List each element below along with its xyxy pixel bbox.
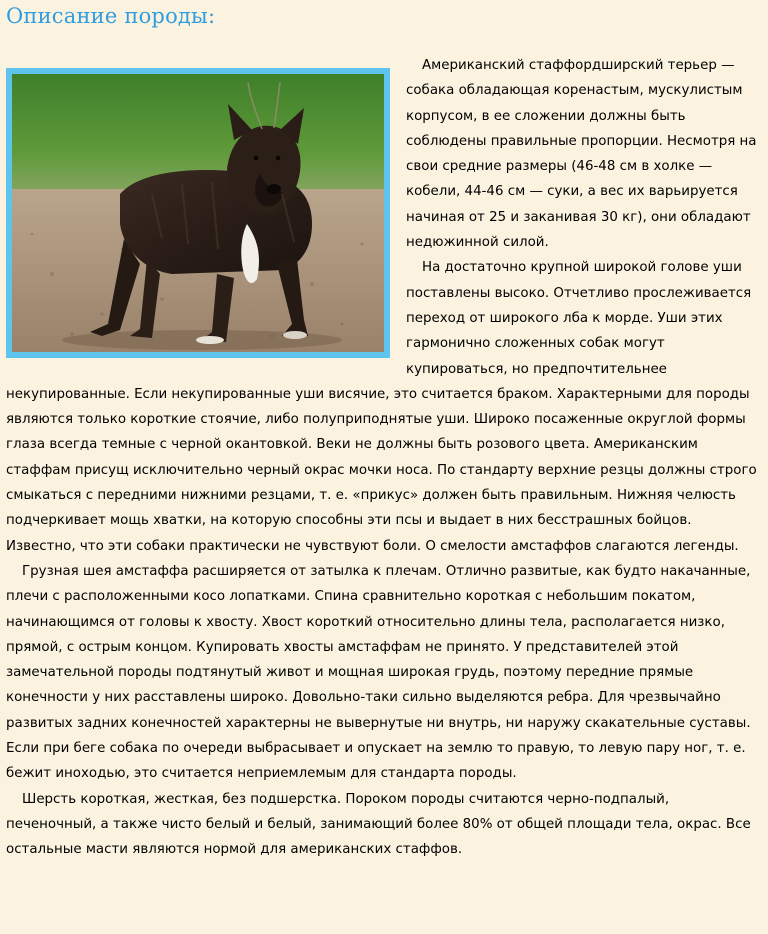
dog-photo-frame: [6, 68, 390, 358]
section-title: Описание породы:: [6, 4, 216, 28]
paragraph-body: Грузная шея амстаффа расширяется от затылка к плечам. Отлично развитые, как будто накачанные, плечи с расположенными косо лопатками. Спина сравнительно короткая с небольшим покатом, начинающимся от головы к хвосту. Хвост короткий относительно длины тела, располагается низко, прямой, с острым концом. Купировать хвосты амстаффам не принято. У представителей этой замечательной породы подтянутый живот и мощная широкая грудь, поэтому передние прямые конечности у них расставлены широко. Довольно-таки сильно выделяются ребра. Для чрезвычайно развитых задних конечностей характерны не вывернутые ни внутрь, ни наружу скакательные суставы. Если при беге собака по очереди выбрасывает и опускает на землю то правую, то левую пару ног, т. е. бежит иноходью, это считается неприемлемым для стандарта породы.: [6, 563, 751, 782]
dog-photo: [12, 74, 384, 352]
paragraph-head: На достаточно крупной широкой голове уши поставлены высоко. Отчетливо прослеживается переход от широкого лба к морде. Уши этих гармонично сложенных собак могут купироваться, но предпочтительнее некупированные. Если некупированные уши висячие, это считается браком. Характерными для породы являются только короткие стоячие, либо полуприподнятые уши. Широко посаженные округлой формы глаза всегда темные с черной окантовкой. Веки не должны быть розового цвета. Американским стаффам присущ исключительно черный окрас мочки носа. По стандарту верхние резцы должны строго смыкаться с передними нижними резцами, т. е. «прикус» должен быть правильным. Нижняя челюсть подчеркивает мощь хватки, на которую способны эти псы и выдает в них бесстрашных бойцов. Известно, что эти собаки практически не чувствуют боли. О смелости амстаффов слагаются легенды.: [6, 260, 757, 554]
paragraph-coat: Шерсть короткая, жесткая, без подшерстка. Пороком породы считаются черно-подпалый, печеночный, а также чисто белый и белый, занимающий более 80% от общей площади тела, окрас. Все остальные масти являются нормой для американских стаффов.: [6, 791, 751, 858]
paragraph-proportions: Американский стаффордширский терьер — собака обладающая коренастым, мускулистым корпусом, в ее сложении должны быть соблюдены правильные пропорции. Несмотря на свои средние размеры (46-48 см в холке — кобели, 44-46 см — суки, а вес их варьируется начиная от 25 и заканивая 30 кг), они обладают недюжинной силой.: [406, 58, 757, 251]
